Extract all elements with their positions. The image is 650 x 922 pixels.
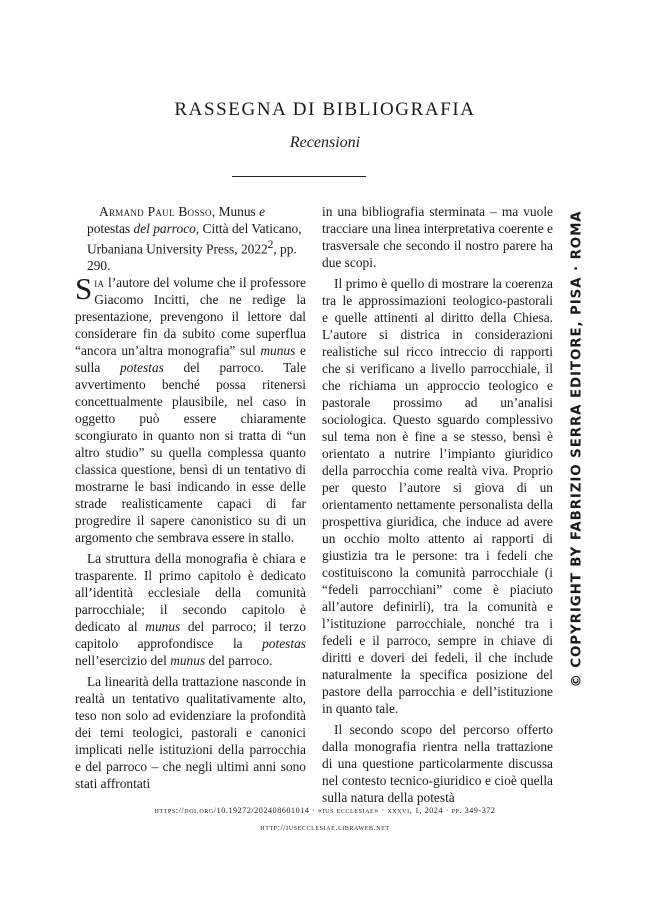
section-subtitle: Recensioni	[289, 134, 361, 151]
opening-small-caps: ia	[94, 275, 105, 291]
paragraph-1-text-b: e sulla	[75, 343, 306, 376]
right-column	[322, 203, 553, 806]
drop-cap: S	[75, 271, 93, 307]
title-divider	[232, 176, 366, 177]
paragraph-3: La linearità della trattazione nasconde in realtà un tentativo qualitativamente alto, teso non solo ad evidenziare la profondità dei temi teologici, pastorali e canonici implicati nelle istituzioni della parrocchia e del parroco – che negli ultimi anni sono stati affrontati	[75, 674, 306, 792]
review-reference: Armand Paul Bosso, Munus e potestas del parroco, Città del Vaticano, Urbaniana University Press, 2022$^2$, pp. 290.	[87, 204, 302, 274]
paragraph-1-potestas: potestas	[119, 360, 164, 376]
section-title: RASSEGNA DI BIBLIOGRAFIA	[174, 99, 476, 120]
paragraph-3-continued: in una bibliografia sterminata – ma vuole tracciare una linea interpretativa coerente e trasversale che secondo il nostro parere ha due scopi.	[322, 204, 553, 270]
review-title-munus: Munus	[218, 204, 256, 219]
paragraph-5: Il secondo scopo del percorso offerto dalla monografia rientra nella trattazione di una questione particolarmente discussa nel contesto tecnico-giuridico e cioè quella sulla natura della potestà	[322, 722, 553, 805]
paragraph-2-text-a: La struttura della monografia è chiara e trasparente. Il primo capitolo è dedicato all’identità ecclesiale della comunità parrocchiale; il secondo capitolo è dedicato al	[75, 551, 306, 635]
review-edition: 2	[267, 239, 274, 251]
paragraph-4: Il primo è quello di mostrare la coerenza tra le approssimazioni teologico-pastorali e quelle attinenti al diritto della Chiesa. L’autore si districa in considerazioni realistiche sul ricco intreccio di rapporti che si verificano a livello parrocchiale, il che richiama un approccio teologico e pastorale prossimo ad un’analisi sociologica. Questo sguardo complessivo sul tema non è fine a se stesso, bensì è orientato a nutrire l’impianto giuridico della parrocchia come realtà viva. Proprio per questo l’autore si giova di un orientamento nettamente personalista della prospettiva giuridica, che induce ad avere un occhio molto attento ai rapporti di giustizia tra le persone: tra i fedeli che costituiscono la comunità parrocchiale (i “fedeli parrocchiani” come è piaciuto all’autore definirli), tra la comunità e l’istituzione parrocchiale, nonché tra i fedeli e il parroco, sempre in chiave di diritti e doveri dei fedeli, il che include naturalmente la specifica posizione del pastore della parrocchia e dell’istituzione in quanto tale.	[322, 276, 553, 716]
review-title-parroco: del parroco	[133, 221, 196, 236]
paragraph-2-munus-2: munus	[170, 653, 206, 669]
paragraph-1-munus: munus	[260, 343, 296, 359]
paragraph-2-munus: munus	[145, 619, 181, 635]
paragraph-1-text-c: del parroco. Tale avvertimento benché possa ritenersi concettualmente plausibile, nel caso in oggetto può essere chiaramente scongiurato in quanto non si tratta di “un altro studio” su quella complessa quanto classica questione, bensì di un tentativo di mostrarne le basi indicando in esse delle strade realisticamente capaci di far progredire il sapere canonistico su di un argomento che sembrava essere in stallo.	[75, 360, 307, 546]
copyright-text: © COPYRIGHT BY FABRIZIO SERRA EDITORE, PISA · ROMA	[569, 210, 585, 688]
footer-doi: https://doi.org/10.19272/202408601014 · «ius ecclesiae» · xxxvi, 1, 2024 · pp. 349-372	[154, 806, 496, 815]
paragraph-2-text-b: del parroco; il terzo capitolo approfondisce la	[75, 619, 306, 652]
review-author: Armand Paul Bosso	[99, 204, 212, 219]
review-title-e: e	[259, 204, 266, 219]
paragraph-2-potestas: potestas	[262, 636, 306, 652]
review-publisher: , Città del Vaticano, Urbaniana University Press, 2022	[87, 221, 302, 257]
copyright-vertical	[567, 211, 587, 687]
paragraph-2-text-d: del parroco.	[205, 653, 273, 669]
paragraph-2-text-c: nell’esercizio del	[75, 653, 171, 669]
paragraph-1	[75, 271, 307, 546]
paragraph-2	[75, 550, 306, 669]
paragraph-1-text-a: l’autore del volume che il professore Giacomo Incitti, che ne redige la presentazione, prevengono il lettore dal considerare fin da subito come superflua “ancora un’altra monografia” sul	[75, 275, 306, 359]
footer-url: http://iusecclesiae.libraweb.net	[260, 823, 390, 832]
review-title-potestas: potestas	[87, 221, 131, 236]
review-pages: , pp. 290.	[87, 241, 297, 274]
left-column	[75, 203, 306, 792]
